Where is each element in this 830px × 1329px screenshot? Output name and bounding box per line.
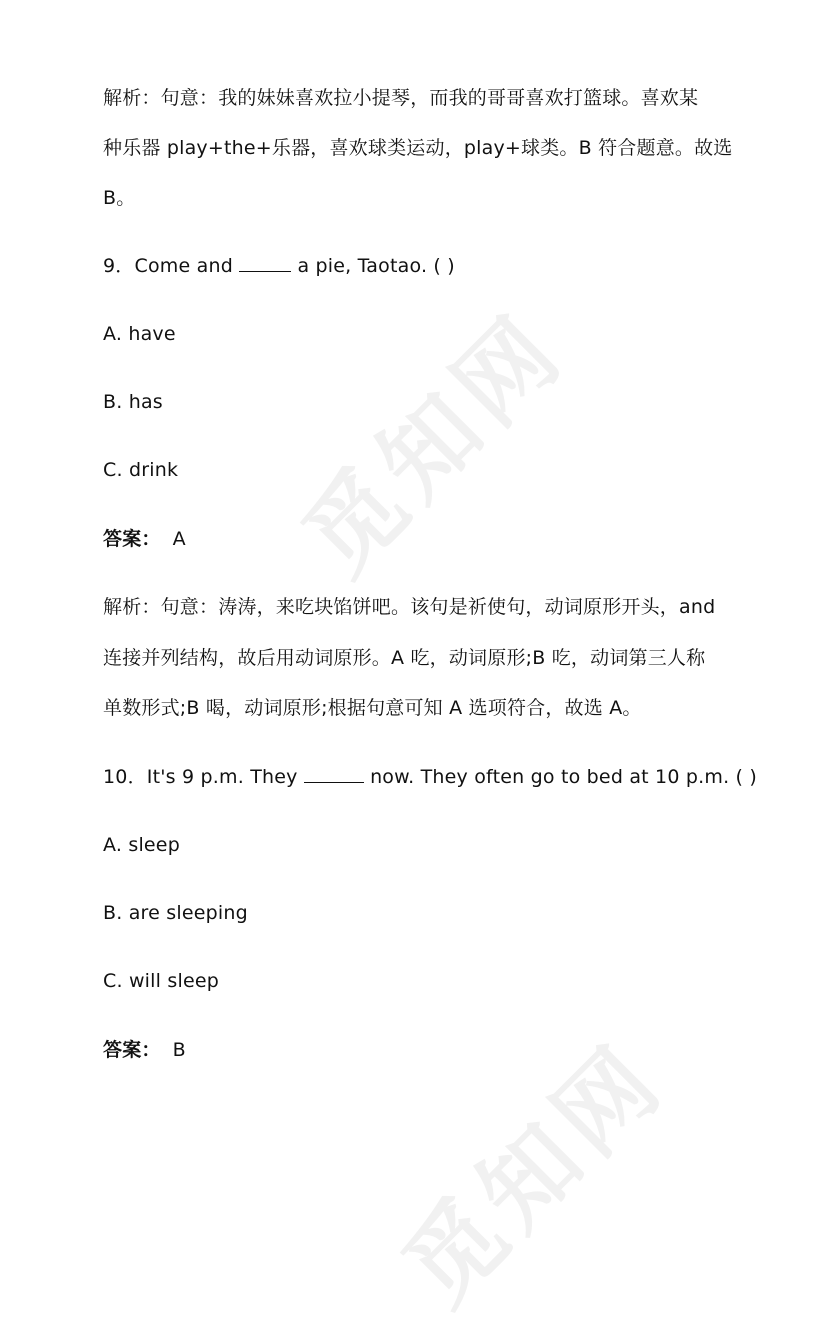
answer-9 [103, 526, 186, 552]
answer-value: A [172, 528, 186, 550]
question-10 [103, 764, 757, 790]
answer-blank [304, 764, 364, 783]
answer-value: B [172, 1039, 186, 1061]
explanation-line: 解析：句意：我的妹妹喜欢拉小提琴，而我的哥哥喜欢打篮球。喜欢某 [103, 87, 699, 109]
explanation-line: B。 [103, 187, 136, 209]
question-text: a pie, Taotao. ( ) [291, 255, 455, 277]
answer-label: 答案： [103, 528, 161, 550]
option-b: B. has [103, 391, 163, 413]
option-c: C. drink [103, 459, 179, 481]
question-9 [103, 253, 455, 279]
watermark: 觅知网 [282, 291, 587, 596]
answer-label: 答案： [103, 1039, 161, 1061]
explanation-line: 解析：句意：涛涛，来吃块馅饼吧。该句是祈使句，动词原形开头，and [103, 596, 716, 618]
option-a: A. have [103, 323, 176, 345]
question-text: now. They often go to bed at 10 p.m. ( ) [363, 766, 758, 788]
explanation-line: 连接并列结构，故后用动词原形。A 吃，动词原形;B 吃，动词第三人称 [103, 647, 706, 669]
option-c: C. will sleep [103, 970, 219, 992]
option-b: B. are sleeping [103, 902, 248, 924]
question-text: 9．Come and [103, 255, 240, 277]
question-text: 10．It's 9 p.m. They [103, 766, 304, 788]
watermark: 觅知网 [382, 1021, 687, 1326]
answer-blank [239, 253, 291, 272]
option-a: A. sleep [103, 834, 180, 856]
answer-10 [103, 1037, 186, 1063]
explanation-line: 种乐器 play+the+乐器，喜欢球类运动，play+球类。B 符合题意。故选 [103, 137, 733, 159]
explanation-line: 单数形式;B 喝，动词原形;根据句意可知 A 选项符合，故选 A。 [103, 697, 642, 719]
